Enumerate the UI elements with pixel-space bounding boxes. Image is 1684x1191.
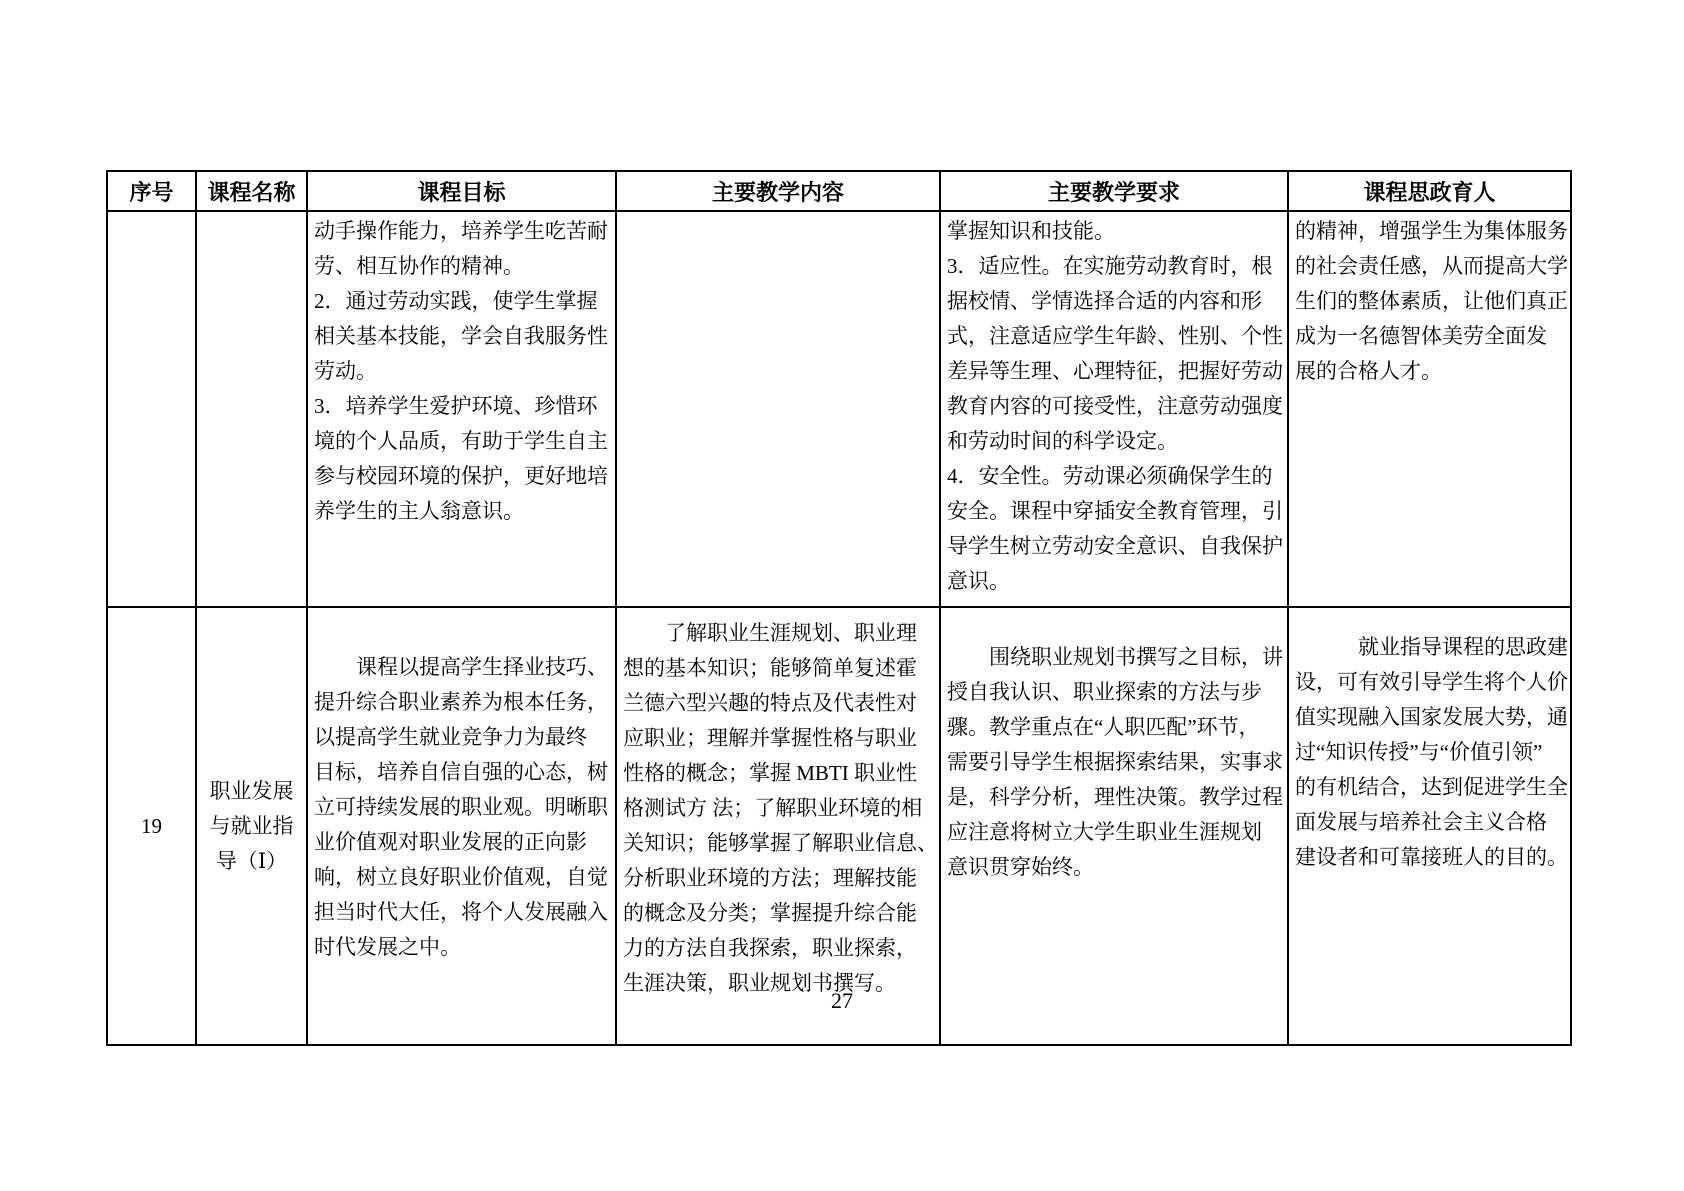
header-teaching-content: 主要教学内容: [616, 171, 940, 211]
objectives-cell: [307, 211, 616, 607]
objectives-text: 动手操作能力，培养学生吃苦耐 劳、相互协作的精神。 2．通过劳动实践，使学生掌握 相关基本技能，学会自我服务性 劳动。 3．培养学生爱护环境、珍惜环 境的个人品质，有助于学生自主 参与校园环境的保护，更好地培 养学生的主人翁意识。: [314, 219, 608, 523]
table-row-19: [107, 607, 1571, 1045]
seq-cell: [107, 607, 196, 1045]
teaching-requirements-text: 掌握知识和技能。 3．适应性。在实施劳动教育时，根 据校情、学情选择合适的内容和形 式，注意适应学生年龄、性别、个性 差异等生理、心理特征，把握好劳动 教育内容的可接受性，注意劳动强度 和劳动时间的科学设定。 4．安全性。劳动课必须确保学生的 安全。课程中穿插安全教育管理，引 导学生树立劳动安全意识、自我保护 意识。: [947, 219, 1283, 593]
seq-cell: [107, 211, 196, 607]
course-name-text: 职业发展 与就业指 导（Ⅰ）: [209, 778, 294, 873]
ideology-text: 就业指导课程的思政建 设，可有效引导学生将个人价 值实现融入国家发展大势，通 过“知识传授”与“价值引领” 的有机结合，达到促进学生全 面发展与培养社会主义合格 建设者和可靠接班人的目的。: [1295, 635, 1568, 869]
teaching-content-cell: [616, 211, 940, 607]
teaching-content-cell: [616, 607, 940, 1045]
header-course-objectives: 课程目标: [307, 171, 616, 211]
teaching-requirements-cell: [940, 211, 1288, 607]
table-header-row: [107, 171, 1571, 211]
teaching-requirements-cell: [940, 607, 1288, 1045]
course-name-cell: [196, 211, 307, 607]
table-row-continuation: [107, 211, 1571, 607]
page-number: 27: [831, 988, 853, 1013]
header-teaching-requirements: 主要教学要求: [940, 171, 1288, 211]
course-name-cell: [196, 607, 307, 1045]
ideology-cell: [1288, 211, 1571, 607]
header-ideology-education: 课程思政育人: [1288, 171, 1571, 211]
objectives-text: 课程以提高学生择业技巧、 提升综合职业素养为根本任务， 以提高学生就业竞争力为最终 目标，培养自信自强的心态，树 立可持续发展的职业观。明晰职 业价值观对职业发展的正向影 响，树立良好职业价值观，自觉 担当时代大任，将个人发展融入 时代发展之中。: [314, 655, 608, 959]
header-seq: 序号: [107, 171, 196, 211]
objectives-cell: [307, 607, 616, 1045]
teaching-requirements-text: 围绕职业规划书撰写之目标，讲 授自我认识、职业探索的方法与步 骤。教学重点在“人职匹配”环节， 需要引导学生根据探索结果，实事求 是，科学分析，理性决策。教学过程 应注意将树立大学生职业生涯规划 意识贯穿始终。: [947, 645, 1283, 879]
course-syllabus-table: [106, 170, 1572, 1046]
header-course-name: 课程名称: [196, 171, 307, 211]
seq-value: 19: [141, 813, 162, 838]
ideology-text: 的精神，增强学生为集体服务 的社会责任感，从而提高大学 生们的整体素质，让他们真正 成为一名德智体美劳全面发 展的合格人才。: [1295, 219, 1568, 383]
ideology-cell: [1288, 607, 1571, 1045]
teaching-content-text: 了解职业生涯规划、职业理 想的基本知识；能够简单复述霍 兰德六型兴趣的特点及代表性对 应职业；理解并掌握性格与职业 性格的概念；掌握 MBTI 职业性 格测试方 法；了解职业环境的相 关知识；能够掌握了解职业信息、 分析职业环境的方法；理解技能 的概念及分类；掌握提升综合能 力的方法自我探索，职业探索， 生涯决策，职业规划书撰写。: [623, 621, 938, 995]
